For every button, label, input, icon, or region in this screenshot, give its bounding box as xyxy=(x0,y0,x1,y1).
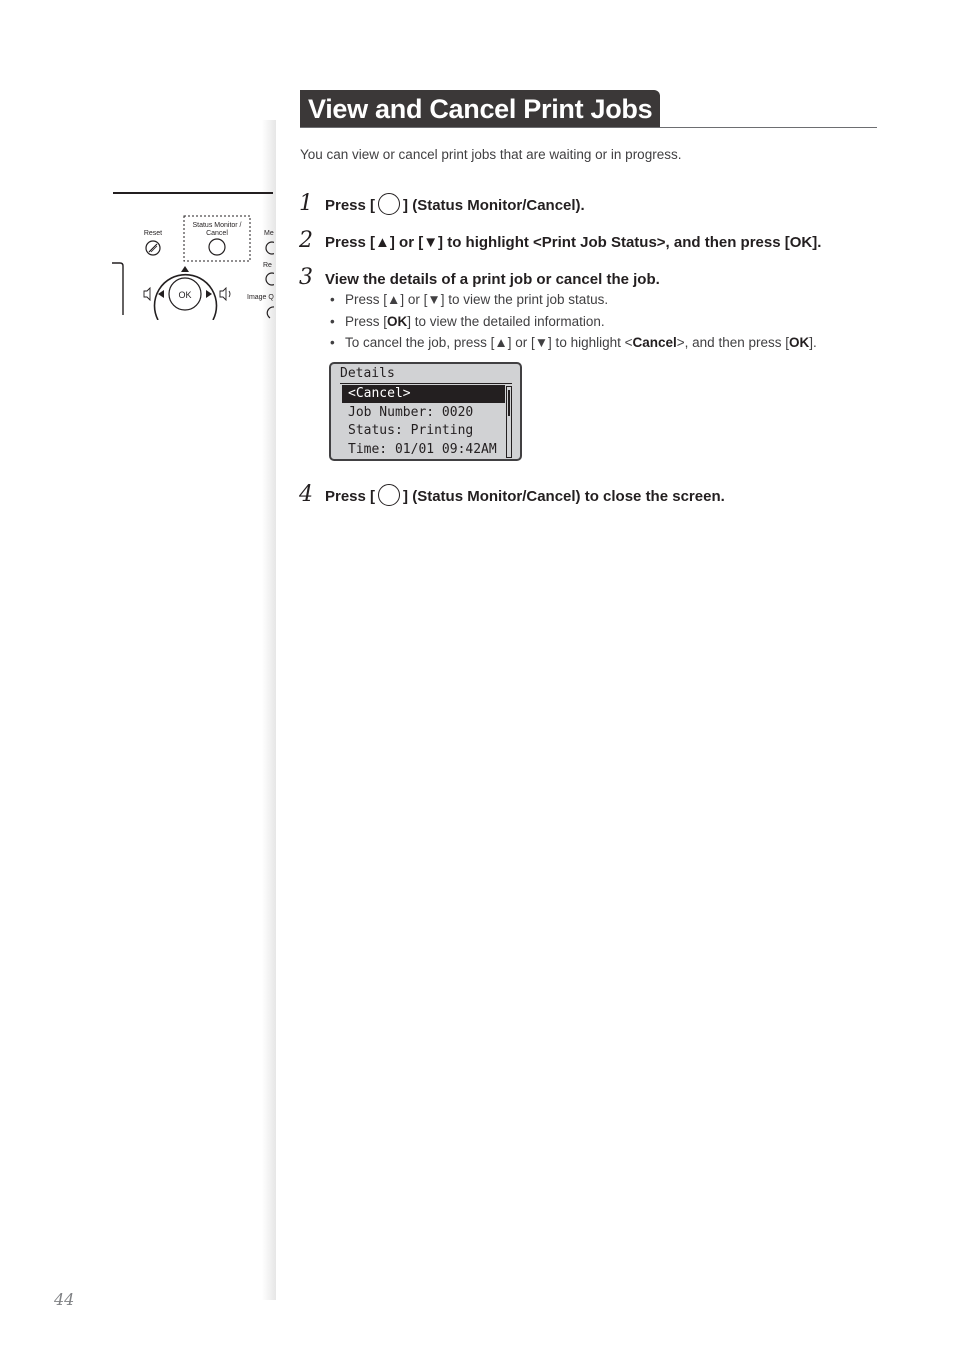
step-4 xyxy=(299,482,725,507)
step-text-pre: Press [ xyxy=(325,197,376,214)
status-monitor-key-icon xyxy=(378,484,400,506)
step-2 xyxy=(299,228,821,253)
step-number: 2 xyxy=(299,228,313,253)
lcd-cancel-item: <Cancel> xyxy=(348,386,411,401)
lcd-time: Time: 01/01 09:42AM xyxy=(348,442,497,457)
page-header xyxy=(300,90,877,130)
status-monitor-key-icon xyxy=(378,193,400,215)
lcd-scroll-thumb xyxy=(508,390,510,416)
right-arrow-icon xyxy=(206,290,212,298)
status-monitor-key-icon xyxy=(209,239,225,255)
lcd-status: Status: Printing xyxy=(348,423,474,438)
panel-rule xyxy=(113,192,273,194)
volume-up-icon xyxy=(220,288,226,300)
step-text-pre: Press [ xyxy=(325,488,376,505)
status-monitor-label-1: Status Monitor / xyxy=(192,222,242,229)
bullet-item: • Press [OK] to view the detailed information. xyxy=(330,313,605,329)
volume-down-icon xyxy=(144,288,150,300)
step-text-post: ] (Status Monitor/Cancel). xyxy=(403,197,585,214)
lcd-scrollbar xyxy=(506,386,512,458)
step-number: 1 xyxy=(299,191,313,216)
bullet-item: • Press [▲] or [▼] to view the print job status. xyxy=(330,292,609,307)
step-number: 4 xyxy=(299,482,313,507)
svg-text:Me: Me xyxy=(264,230,274,237)
panel-edge-icon xyxy=(112,263,123,315)
control-panel-svg xyxy=(110,200,274,320)
intro-text: You can view or cancel print jobs that are waiting or in progress. xyxy=(300,147,682,162)
step-text: Press [▲] or [▼] to highlight <Print Job Status>, and then press [OK]. xyxy=(325,234,822,251)
reset-label: Reset xyxy=(143,230,163,237)
lcd-header: Details xyxy=(340,366,395,381)
up-arrow-icon xyxy=(181,266,189,272)
step-number: 3 xyxy=(299,265,313,290)
lcd-separator xyxy=(340,383,512,384)
title-rule xyxy=(300,127,877,128)
step-1 xyxy=(299,191,585,216)
status-monitor-label-2: Cancel xyxy=(206,230,228,237)
step-text: View the details of a print job or cancel the job. xyxy=(325,271,660,288)
bullet-item: • To cancel the job, press [▲] or [▼] to highlight <Cancel>, and then press [OK]. xyxy=(330,335,817,350)
control-panel-illustration xyxy=(110,200,274,320)
step-text-post: ] (Status Monitor/Cancel) to close the screen. xyxy=(403,488,725,505)
step-3-bullets xyxy=(330,289,817,354)
image-label: Image Q xyxy=(247,294,274,301)
lcd-screen xyxy=(329,362,522,461)
page-title: View and Cancel Print Jobs xyxy=(300,90,660,128)
page-number: 44 xyxy=(54,1290,75,1309)
lcd-job-number: Job Number: 0020 xyxy=(348,405,474,420)
step-3 xyxy=(299,265,660,290)
svg-text:Re: Re xyxy=(263,262,272,269)
ok-label: OK xyxy=(178,290,192,300)
